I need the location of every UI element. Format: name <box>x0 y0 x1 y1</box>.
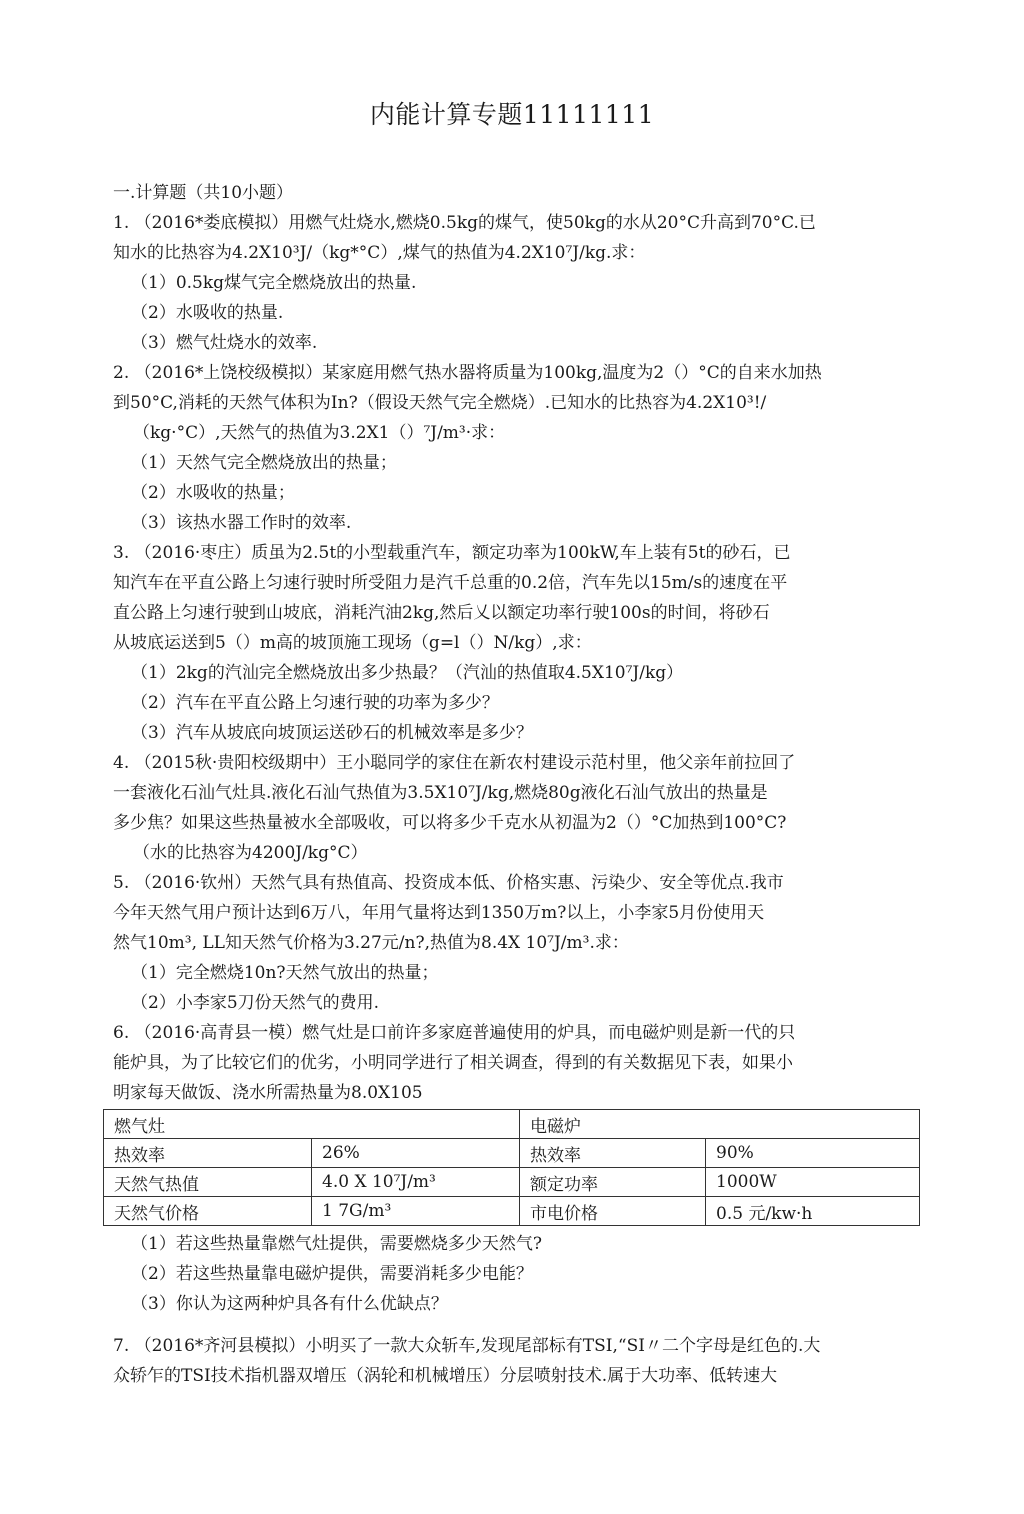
question-2 <box>113 358 923 538</box>
question-text: 然气10m³, LL知天然气价格为3.27元/n?,热值为8.4X 10⁷J/m³.求： <box>113 933 629 953</box>
question-4 <box>113 748 923 868</box>
table-row <box>104 1197 920 1226</box>
sub-question: （1）完全燃烧10n?天然气放出的热量； <box>131 963 439 983</box>
table-cell: 市电价格 <box>520 1197 706 1226</box>
sub-question: （1）天然气完全燃烧放出的热量； <box>131 453 397 473</box>
table-cell: 1 7G/m³ <box>312 1197 520 1226</box>
table-cell: 4.0 X 10⁷J/m³ <box>312 1168 520 1197</box>
question-text: 今年天然气用户预计达到6万八，年用气量将达到1350万m?以上，小李家5月份使用天 <box>113 903 765 923</box>
question-text: 知汽车在平直公路上匀速行驶时所受阻力是汽千总重的0.2倍，汽车先以15m/s的速度在平 <box>113 573 788 593</box>
table-cell: 0.5 元/kw·h <box>706 1197 920 1226</box>
question-text: 到50°C,消耗的天然气体积为In?（假设天然气完全燃烧）.已知水的比热容为4.2X10³!/ <box>113 393 767 413</box>
table-cell: 热效率 <box>520 1139 706 1168</box>
question-text: 多少焦？如果这些热量被水全部吸收，可以将多少千克水从初温为2（）°C加热到100°C? <box>113 813 787 833</box>
table-header-row <box>104 1110 920 1139</box>
question-text: （kg·°C）,天然气的热值为3.2X1（）⁷J/m³·求： <box>133 423 506 443</box>
question-text: 一套液化石汕气灶具.液化石汕气热值为3.5X10⁷J/kg,燃烧80g液化石汕气放出的热量是 <box>113 783 768 803</box>
sub-question: （3）该热水器工作时的效率. <box>131 513 352 533</box>
sub-question: （3）燃气灶烧水的效率. <box>131 333 318 353</box>
spacer <box>113 1319 923 1331</box>
sub-question: （2）小李家5刀份天然气的费用. <box>131 993 380 1013</box>
sub-question: （2）水吸收的热量； <box>131 483 295 503</box>
question-5 <box>113 868 923 1018</box>
sub-question: （2）若这些热量靠电磁炉提供，需要消耗多少电能？ <box>131 1264 533 1284</box>
question-text: 直公路上匀速行驶到山坡底，消耗汽油2kg,然后乂以额定功率行驶100s的时间，将砂石 <box>113 603 770 623</box>
table-cell: 天然气热值 <box>104 1168 312 1197</box>
question-text: 1. （2016*娄底模拟）用燃气灶烧水,燃烧0.5kg的煤气，使50kg的水从20°C升高到70°C.已 <box>113 213 816 233</box>
question-list <box>113 208 923 1391</box>
table-cell: 26% <box>312 1139 520 1168</box>
question-text: 能炉具，为了比较它们的优劣，小明同学进行了相关调查，得到的有关数据见下表，如果小 <box>113 1053 793 1073</box>
page-title: 内能计算专题11111111 <box>369 100 655 129</box>
question-text: （水的比热容为4200J/kg°C） <box>133 843 368 863</box>
table-cell: 热效率 <box>104 1139 312 1168</box>
question-6 <box>113 1018 923 1319</box>
sub-question: （1）若这些热量靠燃气灶提供，需要燃烧多少天然气? <box>131 1234 542 1254</box>
comparison-table <box>103 1109 920 1226</box>
table-cell: 额定功率 <box>520 1168 706 1197</box>
question-text: 4. （2015秋·贵阳校级期中）王小聪同学的家住在新农村建设示范村里，他父亲年前拉回了 <box>113 753 796 773</box>
table-cell: 90% <box>706 1139 920 1168</box>
question-text: 知水的比热容为4.2X10³J/（kg*°C）,煤气的热值为4.2X10⁷J/kg.求： <box>113 243 646 263</box>
section-heading: 一.计算题（共10小题） <box>113 183 294 203</box>
table-header-cell: 电磁炉 <box>520 1110 920 1139</box>
question-1 <box>113 208 923 358</box>
sub-question: （2）水吸收的热量. <box>131 303 284 323</box>
question-text: 7. （2016*齐河县模拟）小明买了一款大众斩车,发现尾部标有TSI,“SI〃二个字母是红色的.大 <box>113 1336 821 1356</box>
question-text: 从坡底运送到5（）m高的坡顶施工现场（g=l（）N/kg）,求： <box>113 633 592 653</box>
sub-question: （1）0.5kg煤气完全燃烧放出的热量. <box>131 273 417 293</box>
question-text: 众轿乍的TSI技术指机器双增压（涡轮和机械增压）分层喷射技术.属于大功率、低转速大 <box>113 1366 778 1386</box>
table-header-cell: 燃气灶 <box>104 1110 520 1139</box>
sub-question: （1）2kg的汽汕完全燃烧放出多少热最？（汽汕的热值取4.5X10⁷J/kg） <box>131 663 684 683</box>
question-3 <box>113 538 923 748</box>
question-text: 2. （2016*上饶校级模拟）某家庭用燃气热水器将质量为100kg,温度为2（）°C的自来水加热 <box>113 363 822 383</box>
table-row <box>104 1168 920 1197</box>
sub-question: （3）汽车从坡底向坡顶运送砂石的机械效率是多少？ <box>131 723 533 743</box>
table-cell: 1000W <box>706 1168 920 1197</box>
sub-question: （3）你认为这两种炉具各有什么优缺点？ <box>131 1294 448 1314</box>
question-text: 明家每天做饭、浇水所需热量为8.0X105 <box>113 1083 423 1103</box>
question-7 <box>113 1331 923 1391</box>
table-row <box>104 1139 920 1168</box>
question-text: 6. （2016·高青县一模）燃气灶是口前许多家庭普遍使用的炉具，而电磁炉则是新一代的只 <box>113 1023 796 1043</box>
table-cell: 天然气价格 <box>104 1197 312 1226</box>
question-text: 5. （2016·钦州）天然气具有热值高、投资成本低、价格实惠、污染少、安全等优点.我市 <box>113 873 784 893</box>
question-text: 3. （2016·枣庄）质虽为2.5t的小型载重汽车，额定功率为100kW,车上装有5t的砂石，已 <box>113 543 791 563</box>
sub-question: （2）汽车在平直公路上匀速行驶的功率为多少？ <box>131 693 499 713</box>
